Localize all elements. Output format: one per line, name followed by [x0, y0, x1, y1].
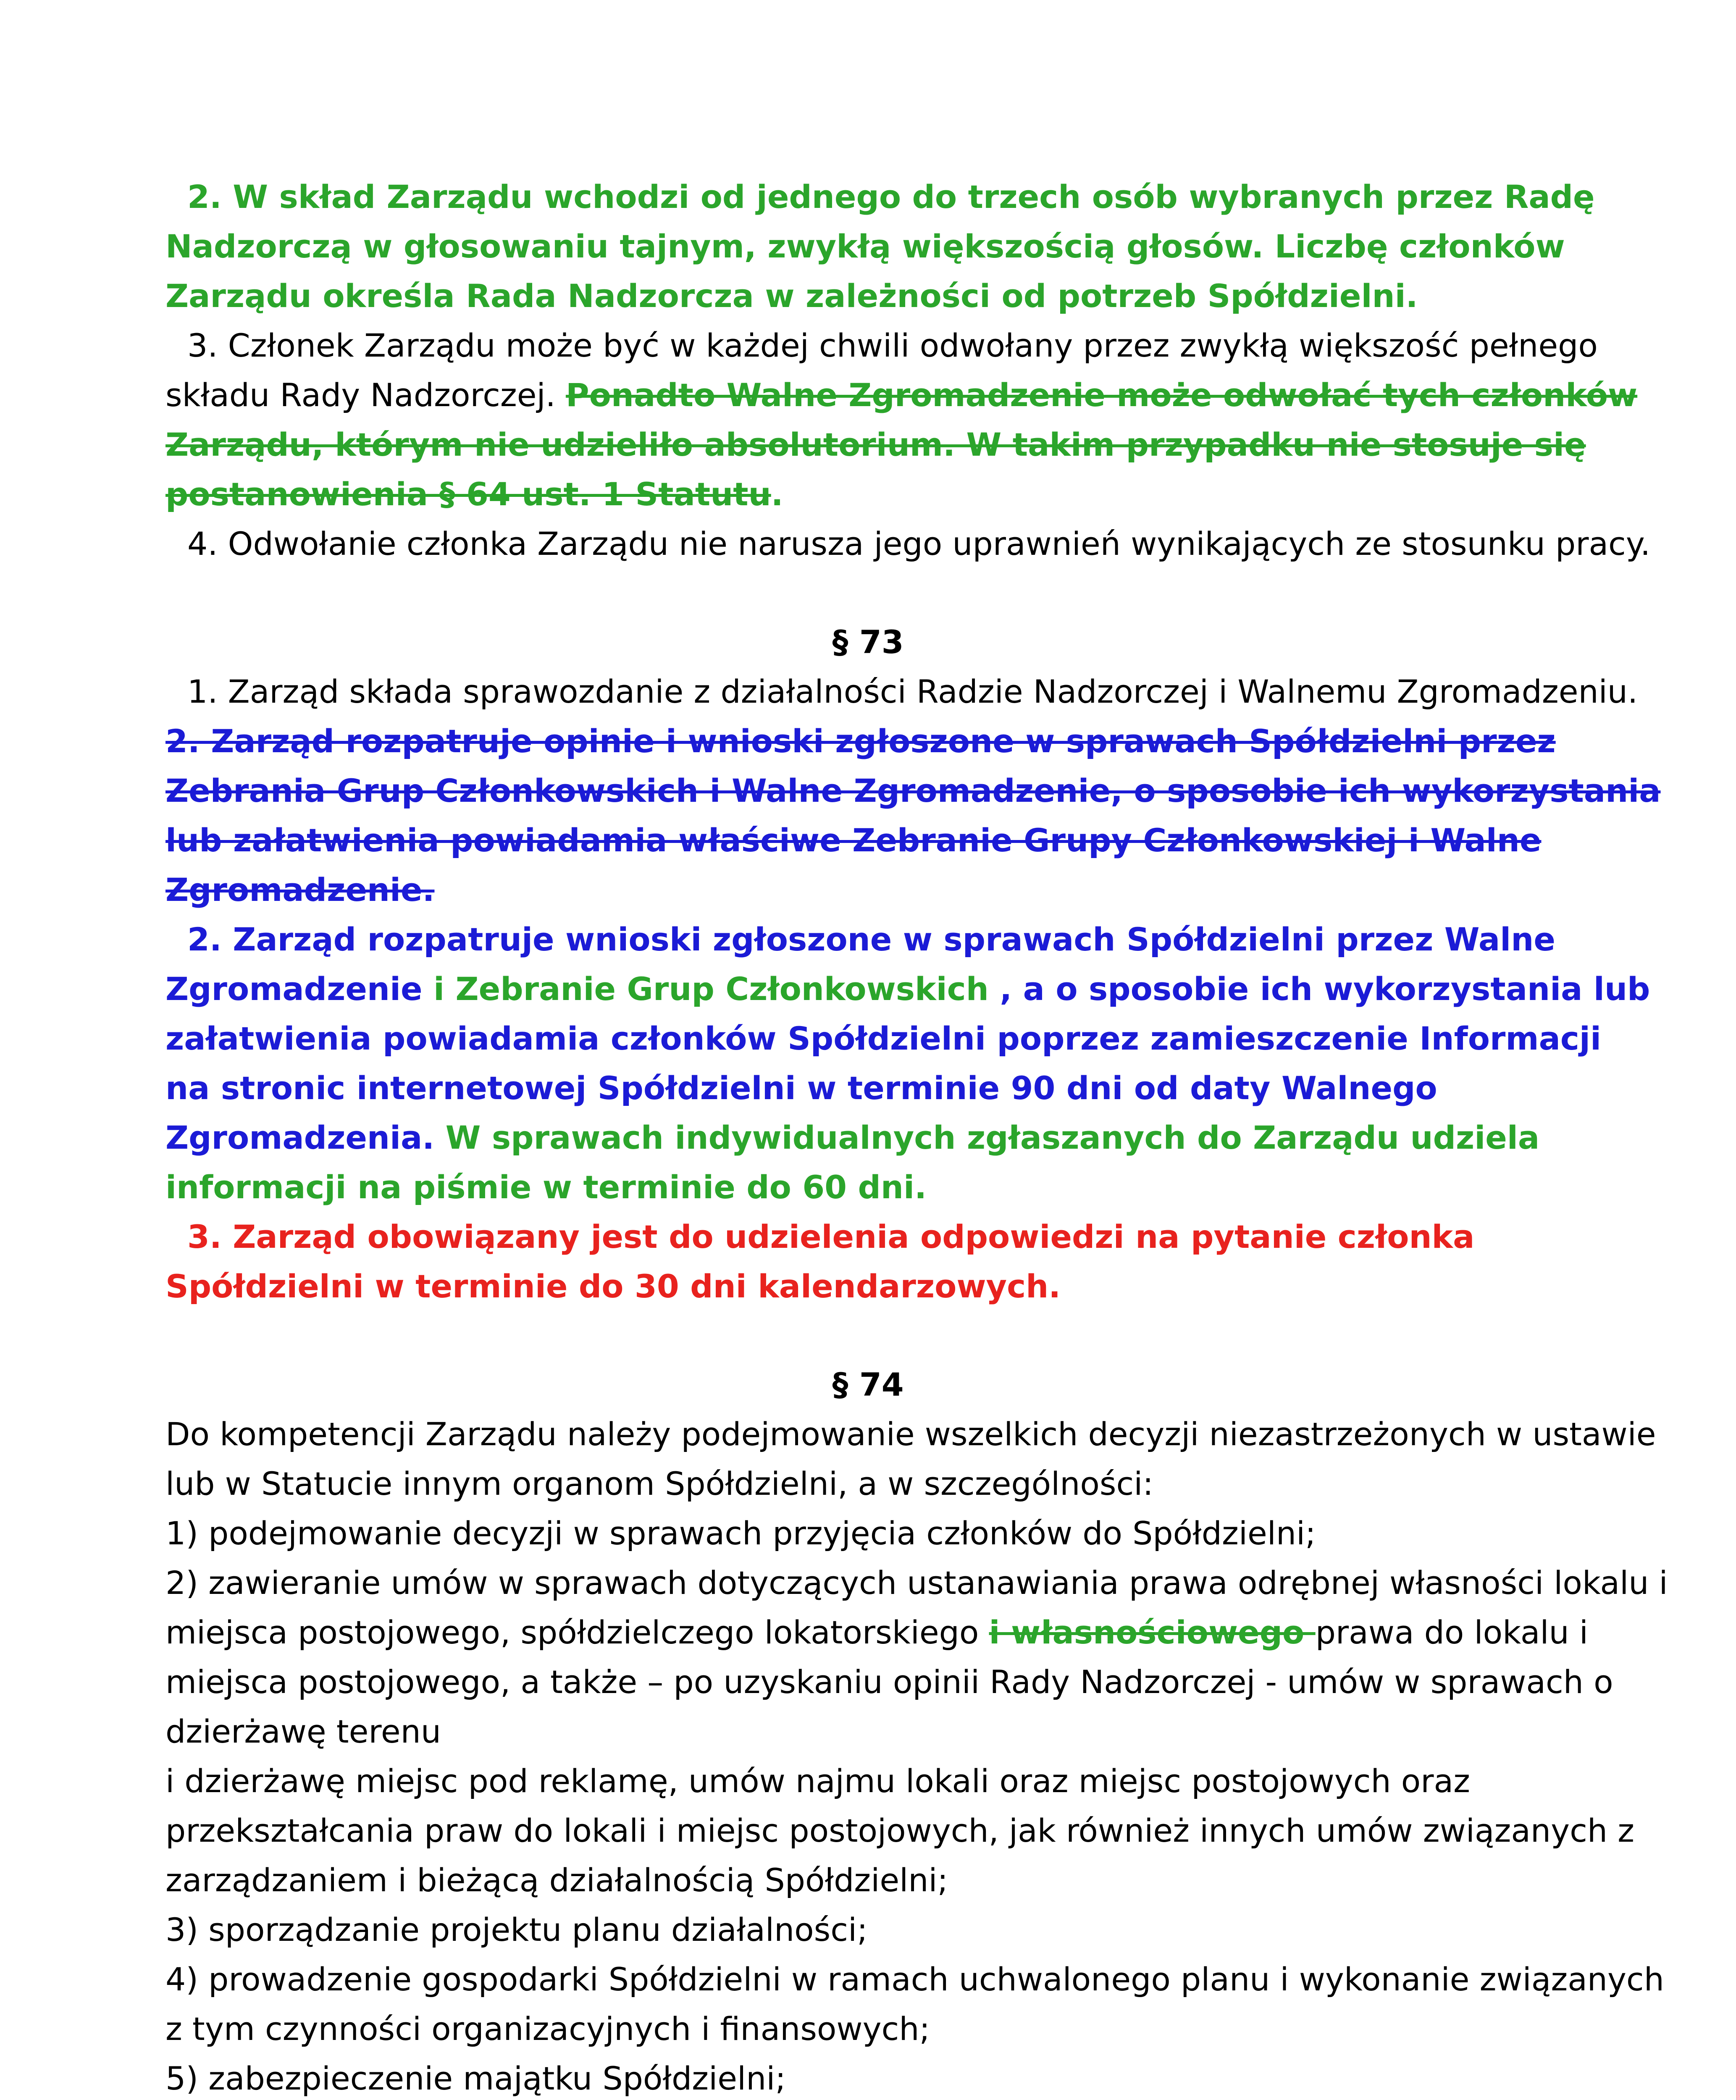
par74-item3: 3) sporządzanie projektu planu działalności;	[165, 1911, 868, 1948]
par73-ust2-line2	[165, 964, 1650, 1014]
par74-item2-line4: dzierżawę terenu	[165, 1713, 441, 1750]
par73-ust2-line5	[165, 1113, 1539, 1163]
par74-item4-line1: 4) prowadzenie gospodarki Spółdzielni w ramach uchwalonego planu i wykonanie związanych	[165, 1961, 1664, 1998]
section-heading-73: § 73	[832, 623, 904, 661]
deleted-line: Zebrania Grup Członkowskich i Walne Zgromadzenie, o sposobie ich wykorzystania	[165, 772, 1661, 809]
text-segment: Zgromadzenie	[165, 970, 434, 1008]
par73-ust1: 1. Zarząd składa sprawozdanie z działalności Radzie Nadzorczej i Walnemu Zgromadzeniu.	[187, 673, 1638, 710]
par74-item5: 5) zabezpieczenie majątku Spółdzielni;	[165, 2060, 786, 2097]
par74-item2-line1: 2) zawieranie umów w sprawach dotyczących ustanawiania prawa odrębnej własności lokalu i	[165, 1564, 1668, 1601]
par72-ust3-line2	[165, 370, 1637, 420]
text-segment: miejsca postojowego, spółdzielczego lokatorskiego	[165, 1614, 989, 1651]
deleted-text: postanowienia § 64 ust. 1 Statutu	[165, 475, 771, 513]
par73-ust2-line6: informacji na piśmie w terminie do 60 dni.	[165, 1168, 927, 1206]
par73-ust2-line3: załatwienia powiadamia członków Spółdzielni poprzez zamieszczenie Informacji	[165, 1020, 1602, 1057]
par74-intro-line2: lub w Statucie innym organom Spółdzielni, a w szczególności:	[165, 1465, 1153, 1502]
deleted-text: Ponadto Walne Zgromadzenie może odwołać tych członków	[565, 376, 1638, 414]
par74-intro-line1: Do kompetencji Zarządu należy podejmowanie wszelkich decyzji niezastrzeżonych w ustawie	[165, 1415, 1656, 1453]
par72-ust2-line3: Zarządu określa Rada Nadzorcza w zależności od potrzeb Spółdzielni.	[165, 277, 1418, 315]
par73-ust2-line4: na stronic internetowej Spółdzielni w terminie 90 dni od daty Walnego	[165, 1069, 1437, 1107]
text-segment: .	[771, 475, 783, 513]
section-heading-74: § 74	[832, 1366, 904, 1403]
text-segment: , a o sposobie ich wykorzystania lub	[988, 970, 1650, 1008]
deleted-line: 2. Zarząd rozpatruje opinie i wnioski zgłoszone w sprawach Spółdzielni przez	[165, 722, 1556, 760]
par72-ust3-line4	[165, 470, 783, 519]
deleted-line: Zarządu, którym nie udzieliło absolutorium. W takim przypadku nie stosuje się	[165, 426, 1586, 463]
inserted-text: W sprawach indywidualnych zgłaszanych do Zarządu udziela	[445, 1119, 1540, 1156]
par74-item1: 1) podejmowanie decyzji w sprawach przyjęcia członków do Spółdzielni;	[165, 1515, 1316, 1552]
par72-ust3-line1: 3. Członek Zarządu może być w każdej chwili odwołany przez zwykłą większość pełnego	[187, 327, 1598, 364]
par74-item2-line7: zarządzaniem i bieżącą działalnością Spółdzielni;	[165, 1861, 948, 1899]
par74-item2-line5: i dzierżawę miejsc pod reklamę, umów najmu lokali oraz miejsc postojowych oraz	[165, 1762, 1471, 1800]
text-segment: Zgromadzenia.	[165, 1119, 446, 1156]
par74-item4-line2: z tym czynności organizacyjnych i finansowych;	[165, 2010, 930, 2048]
inserted-text: i Zebranie Grup Członkowskich	[433, 970, 989, 1008]
text-segment: prawa do lokalu i	[1315, 1614, 1588, 1651]
par72-ust2-line2: Nadzorczą w głosowaniu tajnym, zwykłą większością głosów. Liczbę członków	[165, 228, 1565, 265]
deleted-line: lub załatwienia powiadamia właściwe Zebranie Grupy Członkowskiej i Walne	[165, 822, 1542, 859]
par72-ust2-line1: 2. W skład Zarządu wchodzi od jednego do trzech osób wybranych przez Radę	[187, 178, 1595, 215]
par73-ust3-line1: 3. Zarząd obowiązany jest do udzielenia odpowiedzi na pytanie członka	[187, 1218, 1475, 1255]
par73-ust2-line1: 2. Zarząd rozpatruje wnioski zgłoszone w sprawach Spółdzielni przez Walne	[187, 921, 1555, 958]
text-segment: składu Rady Nadzorczej.	[165, 376, 566, 414]
par74-item2-line3: miejsca postojowego, a także – po uzyskaniu opinii Rady Nadzorczej - umów w sprawach o	[165, 1663, 1613, 1701]
par73-ust3-line2: Spółdzielni w terminie do 30 dni kalendarzowych.	[165, 1268, 1061, 1305]
par72-ust4: 4. Odwołanie członka Zarządu nie narusza jego uprawnień wynikających ze stosunku pracy.	[187, 525, 1651, 562]
par74-item2-line2	[165, 1608, 1588, 1657]
deleted-text: i własnościowego	[989, 1614, 1316, 1651]
par74-item2-line6: przekształcania praw do lokali i miejsc postojowych, jak również innych umów związanych z	[165, 1812, 1635, 1849]
deleted-line: Zgromadzenie.	[165, 871, 435, 908]
